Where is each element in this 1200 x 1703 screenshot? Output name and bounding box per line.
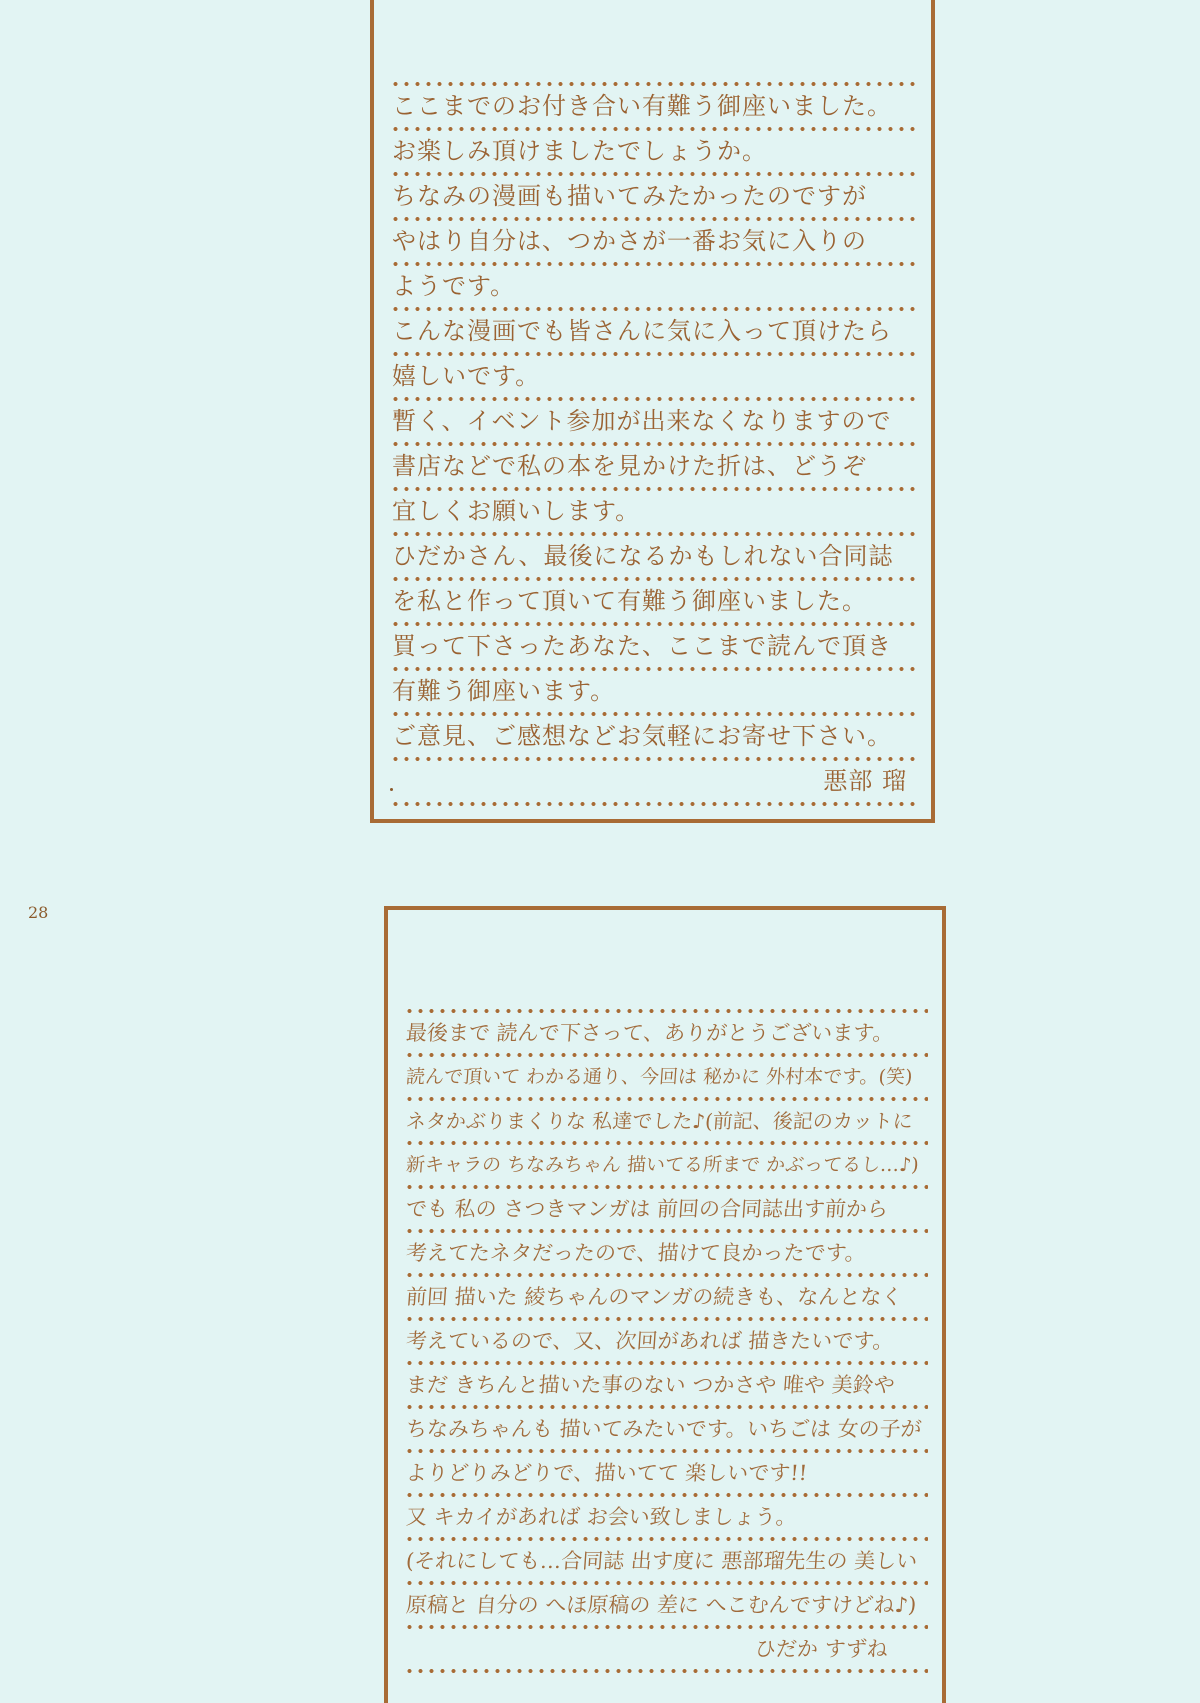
ruled-line xyxy=(404,1009,928,1053)
note-top-line-7: 嬉しいです。 xyxy=(392,362,541,390)
ruled-line xyxy=(390,172,917,217)
ruled-line xyxy=(404,1097,928,1141)
ruled-line xyxy=(390,667,917,712)
ruled-line xyxy=(404,1361,928,1405)
note-top-line-5: ようです。 xyxy=(392,272,516,300)
afterword-note-bottom xyxy=(384,906,946,1703)
note-bottom-lines xyxy=(404,1009,928,1703)
note-bottom-line-13: (それにしても…合同誌 出す度に 悪部瑠先生の 美しい xyxy=(405,1549,919,1573)
note-bottom-line-5: でも 私の さつきマンガは 前回の合同誌出す前から xyxy=(405,1197,889,1221)
ruled-line xyxy=(404,1317,928,1361)
ruled-line xyxy=(404,1053,928,1097)
ruled-line xyxy=(404,1537,928,1581)
note-top-line-13: 買って下さったあなた、ここまで読んで頂き xyxy=(392,632,892,660)
note-bottom-line-9: まだ きちんと描いた事のない つかさや 唯や 美鈴や xyxy=(405,1373,896,1397)
page-number: 28 xyxy=(28,903,49,922)
note-bottom-line-10: ちなみちゃんも 描いてみたいです。いちごは 女の子が xyxy=(405,1417,923,1441)
ruled-line xyxy=(390,82,917,127)
ruled-line xyxy=(390,397,917,442)
note-bottom-line-8: 考えているので、又、次回があれば 描きたいです。 xyxy=(405,1329,895,1353)
ruled-line xyxy=(404,1273,928,1317)
note-top-line-1: ここまでのお付き合い有難う御座いました。 xyxy=(392,92,892,120)
ruled-line xyxy=(404,1581,928,1625)
ruled-line xyxy=(390,757,917,802)
ruled-line xyxy=(404,1141,928,1185)
note-top-line-10: 宜しくお願いします。 xyxy=(392,497,641,525)
note-bottom-line-1: 最後まで 読んで下さって、ありがとうございます。 xyxy=(405,1021,895,1045)
note-bottom-line-7: 前回 描いた 綾ちゃんのマンガの続きも、なんとなく xyxy=(405,1285,904,1309)
note-top-signature: 悪部 瑠 xyxy=(823,767,907,795)
note-top-line-9: 書店などで私の本を見かけた折は、どうぞ xyxy=(392,452,867,480)
ruled-line xyxy=(404,1185,928,1229)
ruled-line xyxy=(404,1229,928,1273)
ruled-line xyxy=(390,487,917,532)
ruled-line xyxy=(390,532,917,577)
ruled-line xyxy=(390,217,917,262)
note-bottom-line-6: 考えてたネタだったので、描けて良かったです。 xyxy=(405,1241,867,1265)
ink-speck xyxy=(390,788,393,791)
note-top-line-14: 有難う御座います。 xyxy=(392,677,616,705)
note-top-line-12: を私と作って頂いて有難う御座いました。 xyxy=(392,587,867,615)
note-bottom-line-2: 読んで頂いて わかる通り、今回は 秘かに 外村本です。(笑) xyxy=(405,1066,914,1088)
ruled-line xyxy=(390,352,917,397)
note-top-line-3: ちなみの漫画も描いてみたかったのですが xyxy=(392,182,867,210)
note-bottom-line-12: 又 キカイがあれば お会い致しましょう。 xyxy=(405,1505,798,1529)
note-top-line-4: やはり自分は、つかさが一番お気に入りの xyxy=(392,227,867,255)
note-top-line-11: ひだかさん、最後になるかもしれない合同誌 xyxy=(392,542,894,570)
note-bottom-signature: ひだか すずね xyxy=(754,1637,889,1661)
ruled-line xyxy=(390,307,917,352)
ruled-line xyxy=(404,1625,928,1669)
note-top-line-6: こんな漫画でも皆さんに気に入って頂けたら xyxy=(392,317,892,345)
note-bottom-line-4: 新キャラの ちなみちゃん 描いてる所まで かぶってるし…♪) xyxy=(405,1154,920,1176)
ruled-line xyxy=(404,1405,928,1449)
ruled-line xyxy=(390,622,917,667)
ruled-line xyxy=(390,262,917,307)
note-top-lines xyxy=(390,82,917,802)
note-bottom-line-11: よりどりみどりで、描いてて 楽しいです!! xyxy=(405,1461,808,1485)
note-top-line-8: 暫く、イベント参加が出来なくなりますので xyxy=(392,407,892,435)
note-bottom-line-3: ネタかぶりまくりな 私達でした♪(前記、後記のカットに xyxy=(405,1109,914,1133)
ruled-line xyxy=(404,1669,928,1703)
note-top-line-2: お楽しみ頂けましたでしょうか。 xyxy=(392,137,767,165)
note-bottom-line-14: 原稿と 自分の へほ原稿の 差に へこむんですけどね♪) xyxy=(405,1593,918,1617)
afterword-note-top xyxy=(370,0,935,823)
ruled-line xyxy=(390,127,917,172)
ruled-line xyxy=(390,712,917,757)
ruled-line xyxy=(404,1449,928,1493)
ruled-line xyxy=(390,442,917,487)
note-top-line-15: ご意見、ご感想などお気軽にお寄せ下さい。 xyxy=(392,722,892,750)
ruled-line xyxy=(404,1493,928,1537)
ruled-line xyxy=(390,577,917,622)
